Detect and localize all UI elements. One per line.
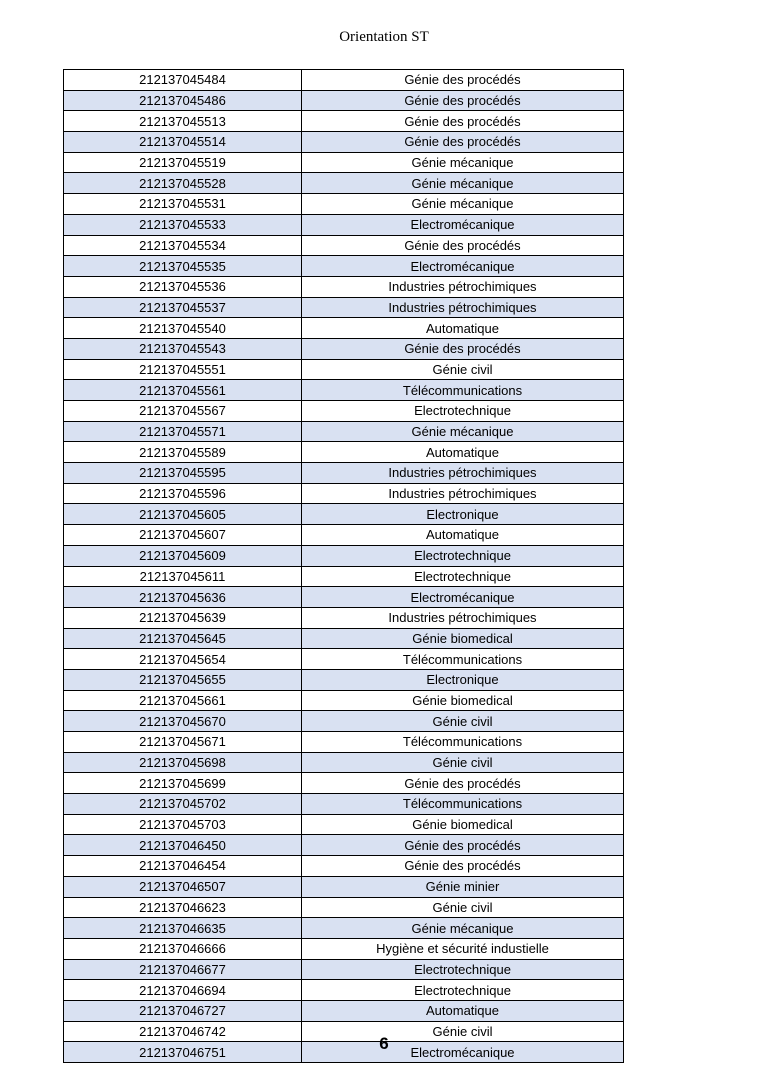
student-id-cell: 212137046677 bbox=[64, 959, 302, 980]
student-id-cell: 212137045607 bbox=[64, 525, 302, 546]
specialty-cell: Génie civil bbox=[302, 359, 624, 380]
specialty-cell: Télécommunications bbox=[302, 649, 624, 670]
specialty-cell: Génie civil bbox=[302, 752, 624, 773]
document-title: Orientation ST bbox=[339, 29, 429, 45]
specialty-cell: Electrotechnique bbox=[302, 980, 624, 1001]
student-id-cell: 212137046450 bbox=[64, 835, 302, 856]
table-row bbox=[64, 959, 624, 980]
specialty-cell: Electronique bbox=[302, 669, 624, 690]
table-row bbox=[64, 1000, 624, 1021]
student-id-cell: 212137045639 bbox=[64, 607, 302, 628]
specialty-cell: Génie mécanique bbox=[302, 421, 624, 442]
table-row bbox=[64, 338, 624, 359]
student-id-cell: 212137045645 bbox=[64, 628, 302, 649]
specialty-cell: Electromécanique bbox=[302, 256, 624, 277]
specialty-cell: Génie des procédés bbox=[302, 773, 624, 794]
specialty-cell: Génie biomedical bbox=[302, 814, 624, 835]
table-body bbox=[64, 70, 624, 1063]
specialty-cell: Electrotechnique bbox=[302, 959, 624, 980]
specialty-cell: Industries pétrochimiques bbox=[302, 483, 624, 504]
specialty-cell: Industries pétrochimiques bbox=[302, 276, 624, 297]
table-row bbox=[64, 566, 624, 587]
table-row bbox=[64, 442, 624, 463]
student-id-cell: 212137045551 bbox=[64, 359, 302, 380]
specialty-cell: Génie biomedical bbox=[302, 690, 624, 711]
specialty-cell: Industries pétrochimiques bbox=[302, 607, 624, 628]
specialty-cell: Génie civil bbox=[302, 711, 624, 732]
student-id-cell: 212137045486 bbox=[64, 90, 302, 111]
specialty-cell: Génie mécanique bbox=[302, 194, 624, 215]
student-id-cell: 212137045543 bbox=[64, 338, 302, 359]
specialty-cell: Génie civil bbox=[302, 897, 624, 918]
specialty-cell: Génie des procédés bbox=[302, 835, 624, 856]
table-row bbox=[64, 876, 624, 897]
student-id-cell: 212137045699 bbox=[64, 773, 302, 794]
table-row bbox=[64, 938, 624, 959]
table-row bbox=[64, 132, 624, 153]
table-row bbox=[64, 297, 624, 318]
specialty-cell: Génie des procédés bbox=[302, 90, 624, 111]
specialty-cell: Industries pétrochimiques bbox=[302, 463, 624, 484]
student-id-cell: 212137045596 bbox=[64, 483, 302, 504]
student-id-cell: 212137045698 bbox=[64, 752, 302, 773]
specialty-cell: Génie des procédés bbox=[302, 132, 624, 153]
specialty-cell: Electromécanique bbox=[302, 1042, 624, 1063]
specialty-cell: Télécommunications bbox=[302, 732, 624, 753]
table-row bbox=[64, 90, 624, 111]
table-row bbox=[64, 214, 624, 235]
specialty-cell: Génie des procédés bbox=[302, 338, 624, 359]
specialty-cell: Electrotechnique bbox=[302, 401, 624, 422]
table-row bbox=[64, 752, 624, 773]
specialty-cell: Génie des procédés bbox=[302, 235, 624, 256]
table-row bbox=[64, 380, 624, 401]
table-row bbox=[64, 856, 624, 877]
student-id-cell: 212137046666 bbox=[64, 938, 302, 959]
student-id-cell: 212137046751 bbox=[64, 1042, 302, 1063]
student-id-cell: 212137045655 bbox=[64, 669, 302, 690]
specialty-cell: Génie biomedical bbox=[302, 628, 624, 649]
specialty-cell: Génie minier bbox=[302, 876, 624, 897]
specialty-cell: Génie civil bbox=[302, 1021, 624, 1042]
student-id-cell: 212137045535 bbox=[64, 256, 302, 277]
table-row bbox=[64, 359, 624, 380]
student-id-cell: 212137045609 bbox=[64, 545, 302, 566]
specialty-cell: Electromécanique bbox=[302, 587, 624, 608]
table-row bbox=[64, 649, 624, 670]
student-id-cell: 212137045661 bbox=[64, 690, 302, 711]
table-row bbox=[64, 401, 624, 422]
student-id-cell: 212137045611 bbox=[64, 566, 302, 587]
table-row bbox=[64, 152, 624, 173]
student-id-cell: 212137046507 bbox=[64, 876, 302, 897]
page-number: 6 bbox=[379, 1034, 389, 1053]
student-id-cell: 212137045528 bbox=[64, 173, 302, 194]
student-id-cell: 212137045595 bbox=[64, 463, 302, 484]
student-id-cell: 212137046623 bbox=[64, 897, 302, 918]
student-id-cell: 212137045702 bbox=[64, 794, 302, 815]
table-row bbox=[64, 235, 624, 256]
specialty-cell: Télécommunications bbox=[302, 380, 624, 401]
specialty-cell: Industries pétrochimiques bbox=[302, 297, 624, 318]
student-id-cell: 212137046742 bbox=[64, 1021, 302, 1042]
table-row bbox=[64, 918, 624, 939]
student-id-cell: 212137045605 bbox=[64, 504, 302, 525]
table-row bbox=[64, 669, 624, 690]
student-id-cell: 212137045513 bbox=[64, 111, 302, 132]
table-row bbox=[64, 587, 624, 608]
table-row bbox=[64, 628, 624, 649]
table-row bbox=[64, 690, 624, 711]
specialty-cell: Génie mécanique bbox=[302, 173, 624, 194]
specialty-cell: Génie des procédés bbox=[302, 70, 624, 91]
student-id-cell: 212137045531 bbox=[64, 194, 302, 215]
specialty-cell: Electromécanique bbox=[302, 214, 624, 235]
table-row bbox=[64, 463, 624, 484]
student-id-cell: 212137045540 bbox=[64, 318, 302, 339]
table-row bbox=[64, 814, 624, 835]
orientation-table bbox=[63, 69, 624, 1063]
table-row bbox=[64, 194, 624, 215]
table-row bbox=[64, 711, 624, 732]
student-id-cell: 212137045561 bbox=[64, 380, 302, 401]
student-id-cell: 212137045636 bbox=[64, 587, 302, 608]
table-row bbox=[64, 256, 624, 277]
table-row bbox=[64, 980, 624, 1001]
student-id-cell: 212137045533 bbox=[64, 214, 302, 235]
table-row bbox=[64, 504, 624, 525]
table-row bbox=[64, 835, 624, 856]
specialty-cell: Génie des procédés bbox=[302, 111, 624, 132]
specialty-cell: Electronique bbox=[302, 504, 624, 525]
student-id-cell: 212137045536 bbox=[64, 276, 302, 297]
table-row bbox=[64, 773, 624, 794]
student-id-cell: 212137045567 bbox=[64, 401, 302, 422]
specialty-cell: Télécommunications bbox=[302, 794, 624, 815]
specialty-cell: Automatique bbox=[302, 442, 624, 463]
student-id-cell: 212137045589 bbox=[64, 442, 302, 463]
table-row bbox=[64, 607, 624, 628]
student-id-cell: 212137046727 bbox=[64, 1000, 302, 1021]
student-id-cell: 212137045519 bbox=[64, 152, 302, 173]
student-id-cell: 212137045703 bbox=[64, 814, 302, 835]
table-row bbox=[64, 70, 624, 91]
student-id-cell: 212137046694 bbox=[64, 980, 302, 1001]
student-id-cell: 212137045654 bbox=[64, 649, 302, 670]
specialty-cell: Electrotechnique bbox=[302, 566, 624, 587]
specialty-cell: Automatique bbox=[302, 1000, 624, 1021]
table-row bbox=[64, 318, 624, 339]
specialty-cell: Automatique bbox=[302, 318, 624, 339]
student-id-cell: 212137045671 bbox=[64, 732, 302, 753]
specialty-cell: Génie des procédés bbox=[302, 856, 624, 877]
table-row bbox=[64, 421, 624, 442]
specialty-cell: Hygiène et sécurité industielle bbox=[302, 938, 624, 959]
specialty-cell: Electrotechnique bbox=[302, 545, 624, 566]
student-id-cell: 212137046635 bbox=[64, 918, 302, 939]
student-id-cell: 212137045571 bbox=[64, 421, 302, 442]
student-id-cell: 212137045537 bbox=[64, 297, 302, 318]
table-row bbox=[64, 525, 624, 546]
specialty-cell: Automatique bbox=[302, 525, 624, 546]
table-row bbox=[64, 897, 624, 918]
specialty-cell: Génie mécanique bbox=[302, 918, 624, 939]
table-row bbox=[64, 483, 624, 504]
student-id-cell: 212137046454 bbox=[64, 856, 302, 877]
student-id-cell: 212137045670 bbox=[64, 711, 302, 732]
student-id-cell: 212137045534 bbox=[64, 235, 302, 256]
table-row bbox=[64, 732, 624, 753]
table-row bbox=[64, 111, 624, 132]
table-row bbox=[64, 173, 624, 194]
specialty-cell: Génie mécanique bbox=[302, 152, 624, 173]
table-row bbox=[64, 545, 624, 566]
student-id-cell: 212137045514 bbox=[64, 132, 302, 153]
table-row bbox=[64, 794, 624, 815]
table-row bbox=[64, 276, 624, 297]
student-id-cell: 212137045484 bbox=[64, 70, 302, 91]
